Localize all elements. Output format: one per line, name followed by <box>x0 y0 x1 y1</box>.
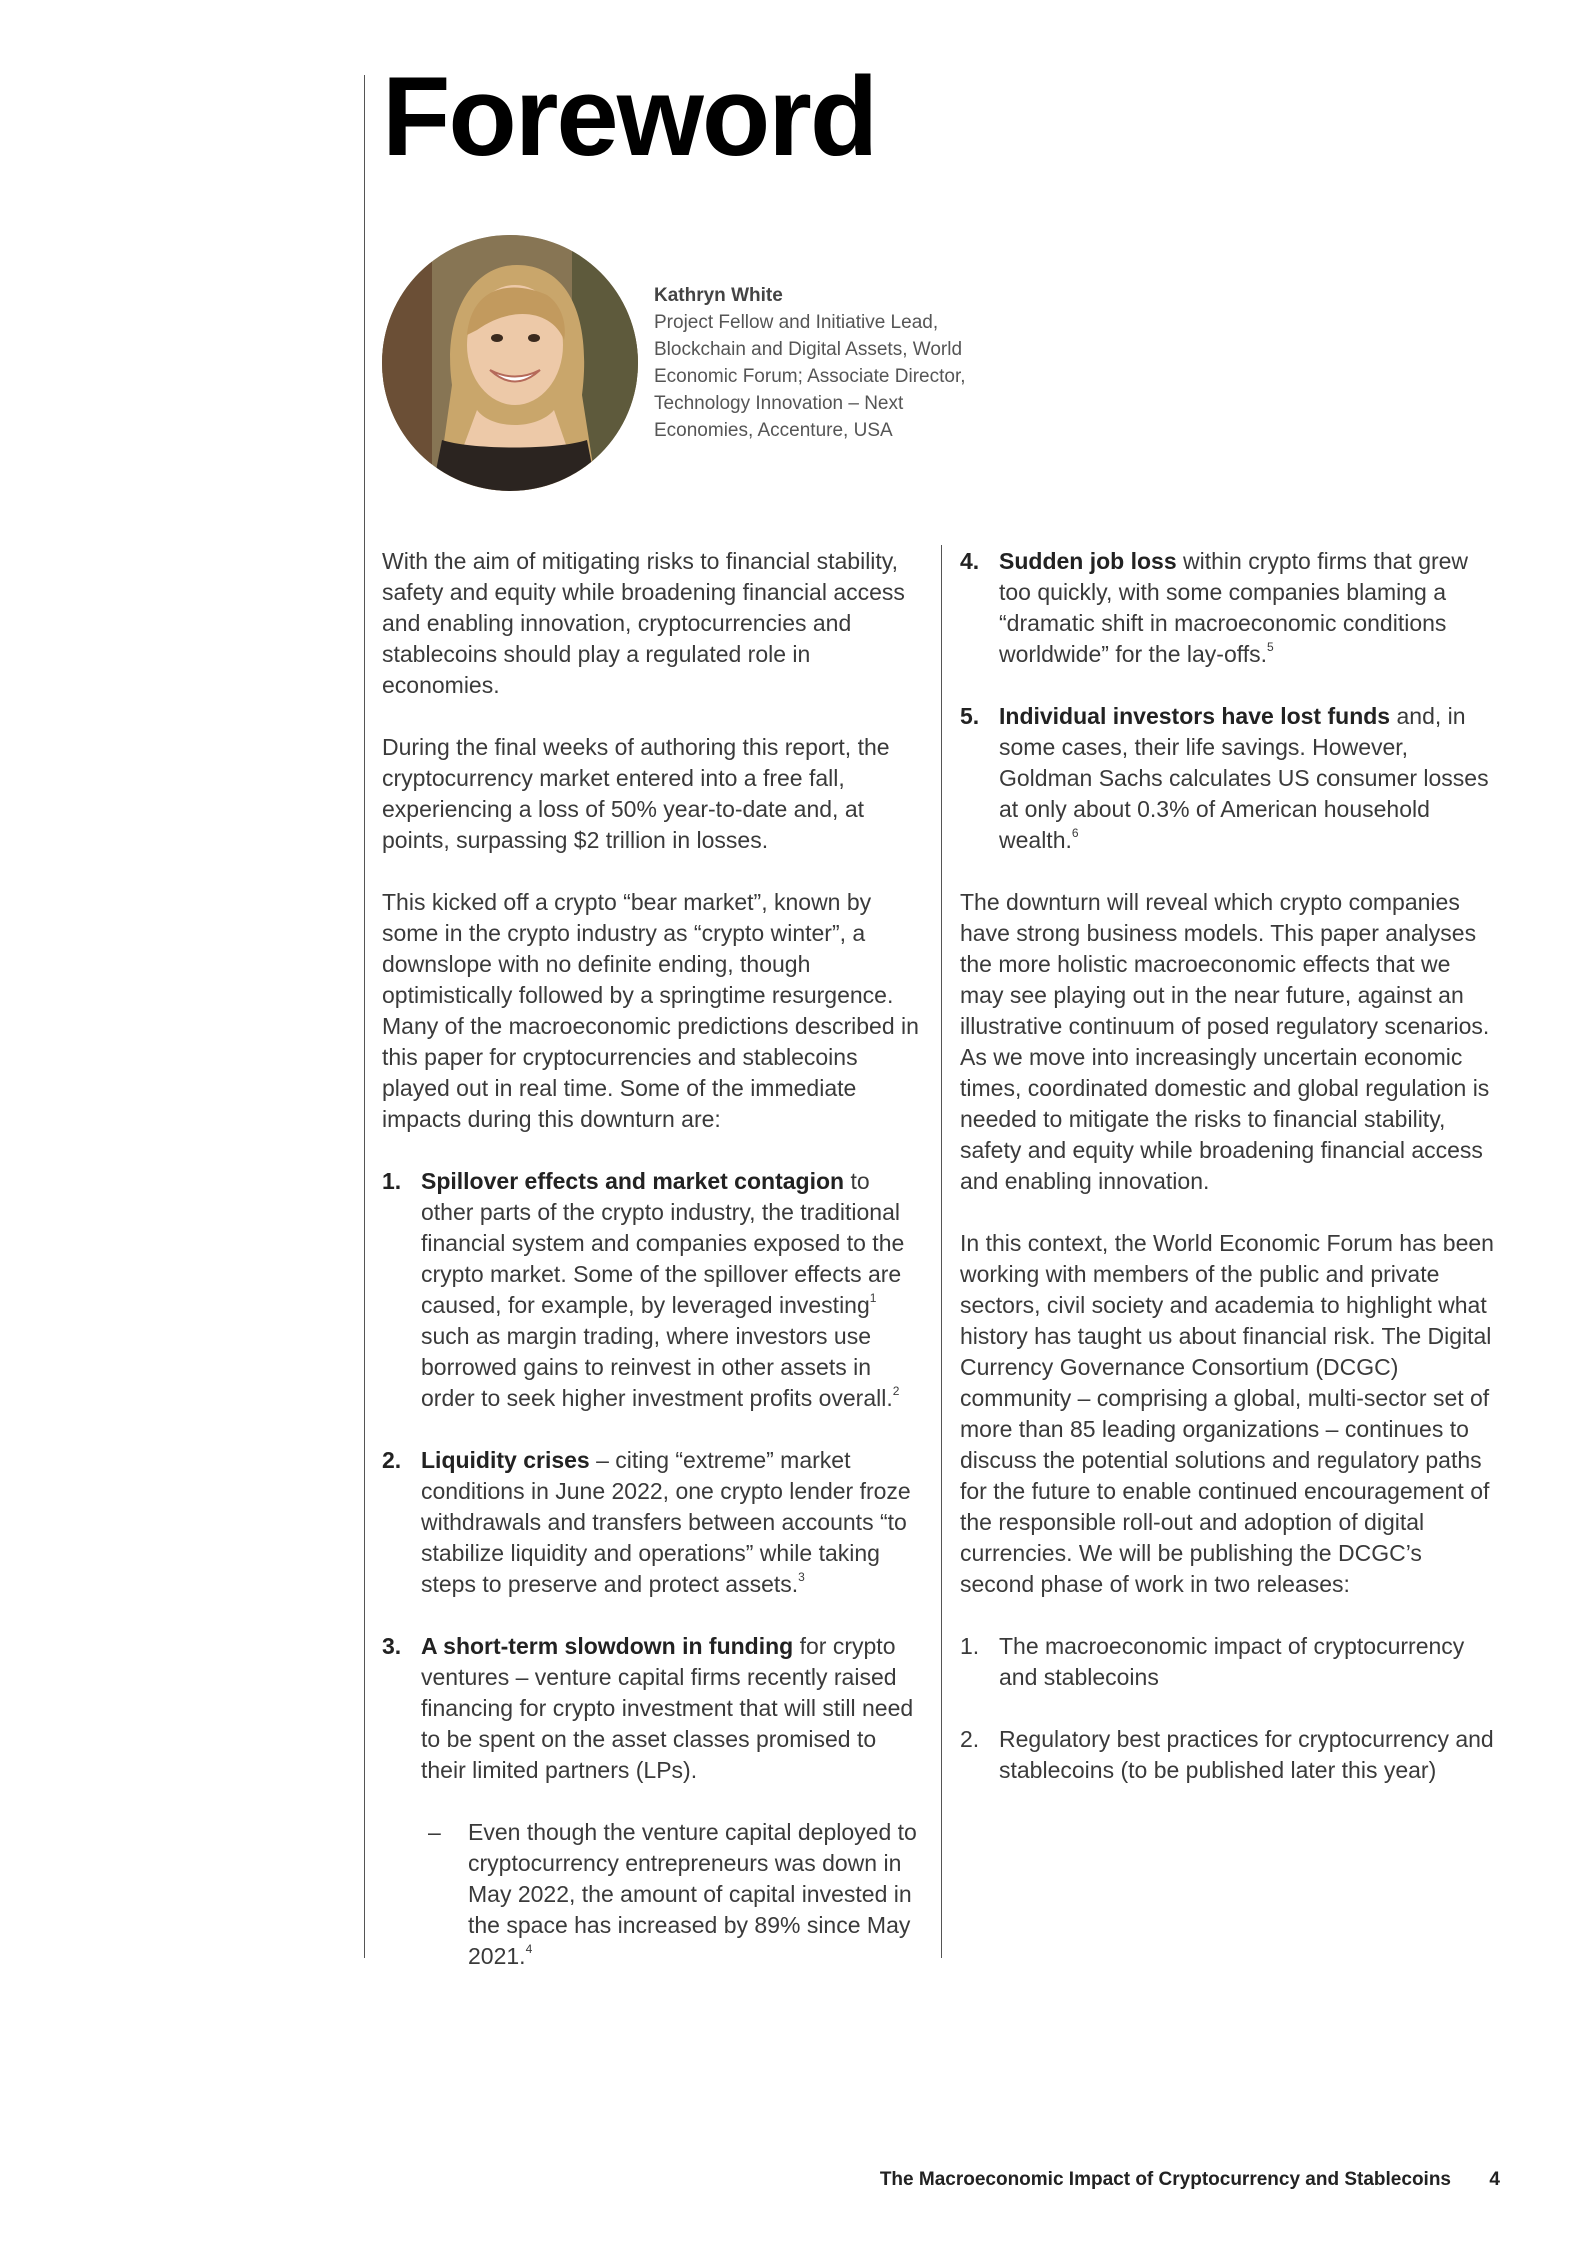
page-number: 4 <box>1489 2169 1500 2190</box>
impact-text: to other parts of the crypto industry, the traditional financial system and companies exposed to the crypto market. Some of the spillover effects are caused, for example, by leveraged investing <box>421 1168 905 1318</box>
footnote-ref[interactable]: 5 <box>1267 640 1274 655</box>
release-item-2 <box>960 1724 1500 1786</box>
impact-heading: Spillover effects and market contagion <box>421 1168 845 1194</box>
footer-report-title: The Macroeconomic Impact of Cryptocurrency and Stablecoins <box>879 2169 1451 2190</box>
list-number: 5. <box>960 703 980 729</box>
impact-heading: A short-term slowdown in funding <box>421 1633 794 1659</box>
left-column <box>382 546 927 1972</box>
releases-list <box>960 1631 1500 1786</box>
impacts-list-continued <box>960 546 1500 856</box>
author-role: Project Fellow and Initiative Lead, Blockchain and Digital Assets, World Economic Forum; Associate Director, Technology Innovation – Next Economies, Accenture, USA <box>654 312 966 441</box>
footnote-ref[interactable]: 3 <box>798 1570 805 1585</box>
downturn-paragraph: The downturn will reveal which crypto companies have strong business models. This paper analyses the more holistic macroeconomic effects that we may see playing out in the near future, against an illustrative continuum of posed regulatory scenarios. As we move into increasingly uncertain economic times, coordinated domestic and global regulation is needed to mitigate the risks to financial stability, safety and equity while broadening financial access and enabling innovation. <box>960 889 1490 1194</box>
market-paragraph: During the final weeks of authoring this report, the cryptocurrency market entered into a free fall, experiencing a loss of 50% year-to-date and, at points, surpassing $2 trillion in losses. <box>382 734 890 853</box>
impact-text: and, in some cases, their life savings. However, Goldman Sachs calculates US consumer losses at only about 0.3% of American household wealth. <box>999 703 1489 853</box>
author-name: Kathryn White <box>654 285 783 306</box>
left-margin-rule <box>364 75 365 1958</box>
footnote-ref[interactable]: 4 <box>525 1942 533 1957</box>
author-portrait <box>382 235 638 491</box>
impact-item-2 <box>382 1445 927 1600</box>
impact-text: such as margin trading, where investors use borrowed gains to reinvest in other assets in order to seek higher investment profits overall. <box>421 1323 893 1411</box>
list-number: 3. <box>382 1633 402 1659</box>
impact-text: – citing “extreme” market conditions in June 2022, one crypto lender froze withdrawals and transfers between accounts “to stabilize liquidity and operations” while taking steps to preserve and protect assets. <box>421 1447 911 1597</box>
release-item-1 <box>960 1631 1500 1693</box>
list-number: 4. <box>960 548 980 574</box>
list-number: 2. <box>960 1726 980 1752</box>
release-text: Regulatory best practices for cryptocurrency and stablecoins (to be published later this year) <box>999 1726 1494 1783</box>
impact-heading: Liquidity crises <box>421 1447 590 1473</box>
impact-item-1 <box>382 1166 927 1414</box>
footnote-ref[interactable]: 6 <box>1071 826 1079 841</box>
context-paragraph: In this context, the World Economic Forum has been working with members of the public and private sectors, civil society and academia to highlight what history has taught us about financial risk. The Digital Currency Governance Consortium (DCGC) community – comprising a global, multi-sector set of more than 85 leading organizations – continues to discuss the potential solutions and regulatory paths for the future to enable continued encouragement of the responsible roll-out and adoption of digital currencies. We will be publishing the DCGC’s second phase of work in two releases: <box>960 1230 1494 1597</box>
intro-paragraph: With the aim of mitigating risks to financial stability, safety and equity while broadening financial access and enabling innovation, cryptocurrencies and stablecoins should play a regulated role in economies. <box>382 548 905 698</box>
release-text: The macroeconomic impact of cryptocurrency and stablecoins <box>999 1633 1465 1690</box>
impact-item-5 <box>960 701 1500 856</box>
right-column <box>960 546 1500 1817</box>
impact-item-3 <box>382 1631 927 1786</box>
sub-bullet <box>382 1817 927 1972</box>
list-number: 1. <box>382 1168 402 1194</box>
impact-item-4 <box>960 546 1500 670</box>
impacts-list <box>382 1166 927 1786</box>
bear-market-paragraph: This kicked off a crypto “bear market”, known by some in the crypto industry as “crypto winter”, a downslope with no definite ending, though optimistically followed by a springtime resurgence. Many of the macroeconomic predictions described in this paper for cryptocurrencies and stablecoins played out in real time. Some of the immediate impacts during this downturn are: <box>382 889 919 1132</box>
impact-heading: Individual investors have lost funds <box>999 703 1391 729</box>
impact-text: for crypto ventures – venture capital firms recently raised financing for crypto investment that will still need to be spent on the asset classes promised to their limited partners (LPs). <box>421 1633 914 1783</box>
author-block <box>654 282 984 444</box>
page-title: Foreword <box>382 54 877 179</box>
column-divider-rule <box>941 545 942 1958</box>
dash-marker: – <box>428 1819 441 1845</box>
impact-heading: Sudden job loss <box>999 548 1177 574</box>
footnote-ref[interactable]: 2 <box>892 1384 900 1399</box>
impact-text: within crypto firms that grew too quickly, with some companies blaming a “dramatic shift in macroeconomic conditions worldwide” for the lay-offs. <box>999 548 1469 667</box>
footnote-ref[interactable]: 1 <box>869 1291 877 1306</box>
list-number: 1. <box>960 1633 980 1659</box>
sub-bullet-text: Even though the venture capital deployed to cryptocurrency entrepreneurs was down in May 2022, the amount of capital invested in the space has increased by 89% since May 2021. <box>468 1819 917 1969</box>
list-number: 2. <box>382 1447 402 1473</box>
